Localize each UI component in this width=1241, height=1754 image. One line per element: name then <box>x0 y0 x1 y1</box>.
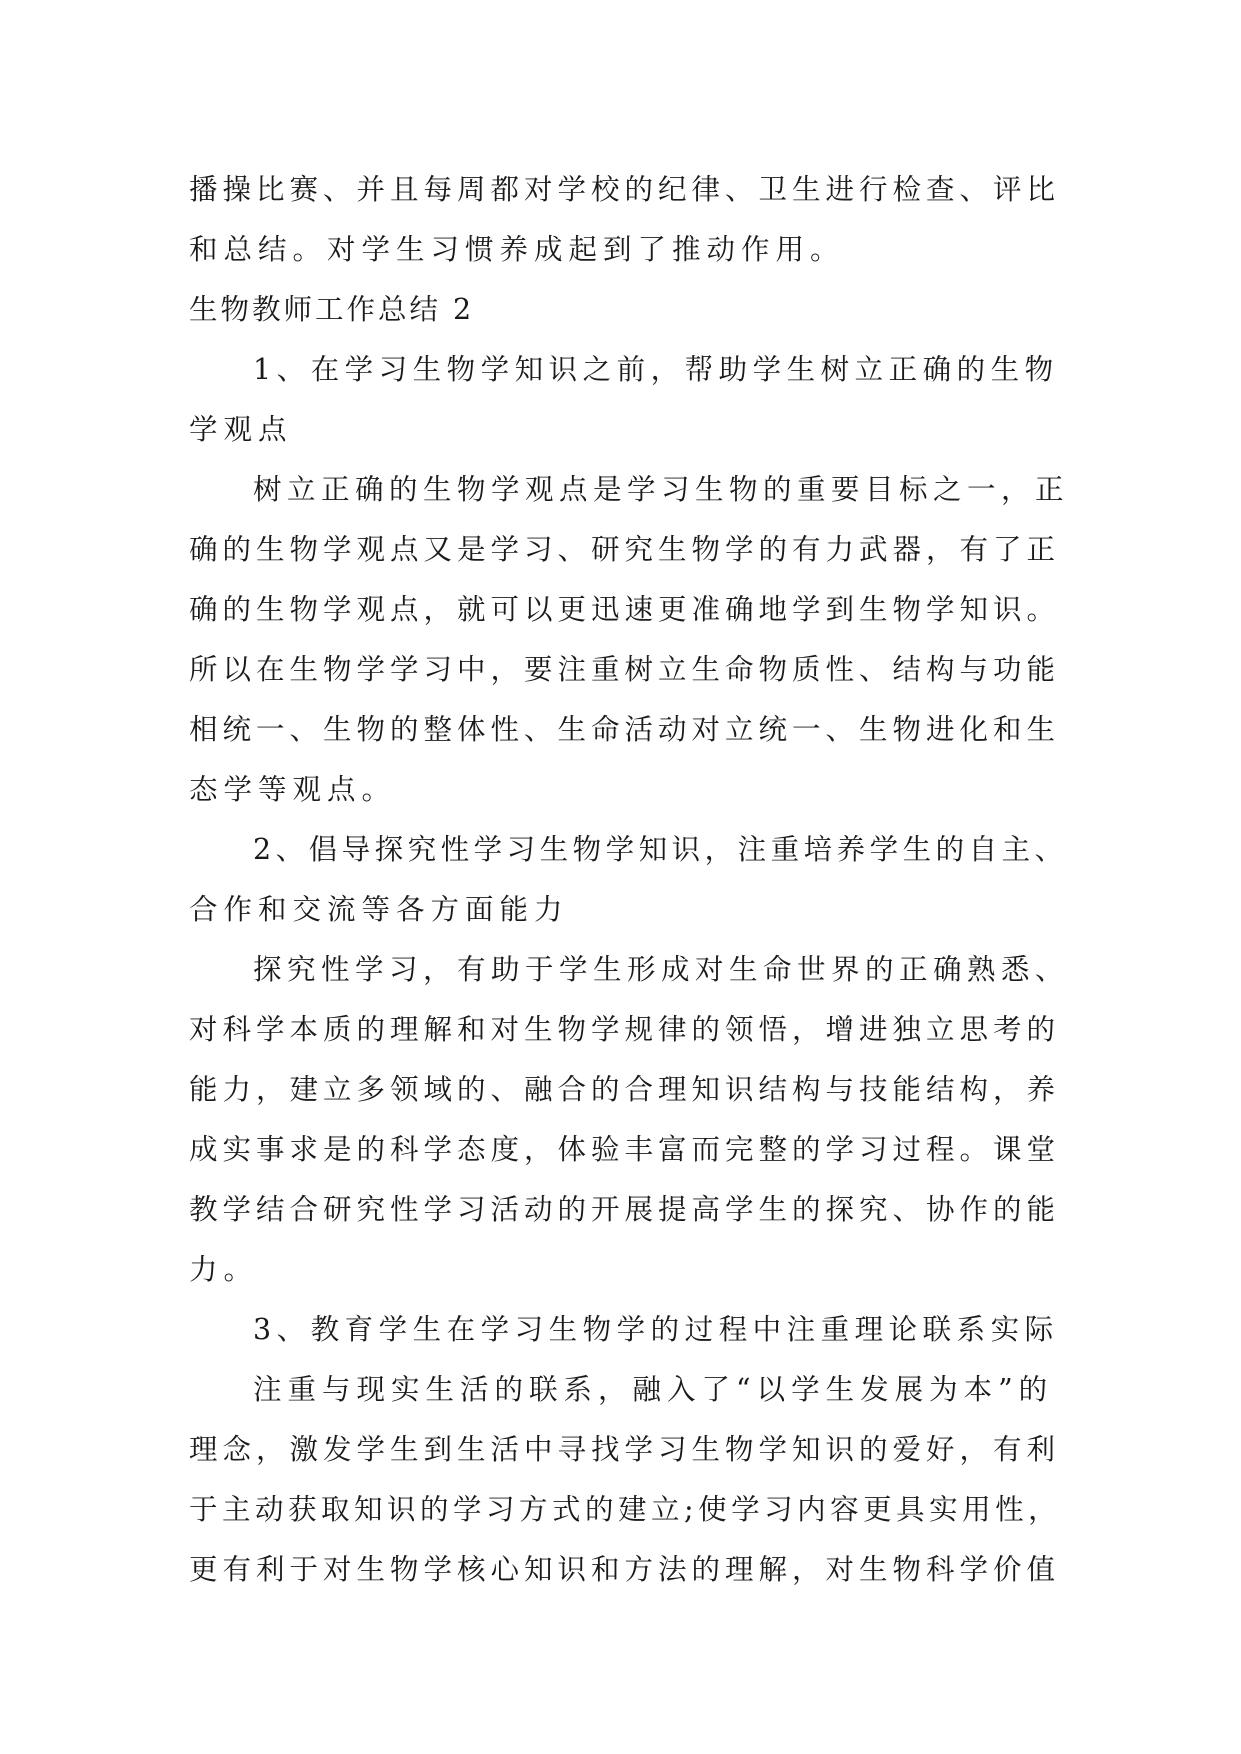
paragraph-line: 所以在生物学学习中，要注重树立生命物质性、结构与功能 <box>189 653 1061 686</box>
point-heading-line: 合作和交流等各方面能力 <box>189 893 569 926</box>
point-heading-line: 3、教育学生在学习生物学的过程中注重理论联系实际 <box>253 1313 1059 1346</box>
paragraph-line: 理念，激发学生到生活中寻找学习生物学知识的爱好，有利 <box>189 1433 1061 1466</box>
paragraph-line: 播操比赛、并且每周都对学校的纪律、卫生进行检查、评比 <box>189 173 1061 206</box>
section-heading: 生物教师工作总结 2 <box>189 293 475 326</box>
paragraph-line: 确的生物学观点又是学习、研究生物学的有力武器，有了正 <box>189 533 1061 566</box>
point-heading-line: 1、在学习生物学知识之前，帮助学生树立正确的生物 <box>253 353 1059 386</box>
paragraph-line: 对科学本质的理解和对生物学规律的领悟，增进独立思考的 <box>189 1013 1061 1046</box>
point-heading-line: 2、倡导探究性学习生物学知识，注重培养学生的自主、 <box>253 833 1068 866</box>
paragraph-line: 于主动获取知识的学习方式的建立;使学习内容更具实用性， <box>189 1493 1062 1526</box>
paragraph-line: 注重与现实生活的联系，融入了“以学生发展为本”的 <box>253 1373 1054 1406</box>
paragraph-line: 探究性学习，有助于学生形成对生命世界的正确熟悉、 <box>253 953 1070 986</box>
paragraph-line: 能力，建立多领域的、融合的合理知识结构与技能结构，养 <box>189 1073 1061 1106</box>
paragraph-line: 教学结合研究性学习活动的开展提高学生的探究、协作的能 <box>189 1193 1061 1226</box>
document-body <box>189 160 1069 1600</box>
paragraph-line: 树立正确的生物学观点是学习生物的重要目标之一，正 <box>253 473 1070 506</box>
point-heading-line: 学观点 <box>189 413 293 446</box>
paragraph-line: 更有利于对生物学核心知识和方法的理解，对生物科学价值 <box>189 1553 1061 1586</box>
paragraph-line: 态学等观点。 <box>189 773 397 806</box>
paragraph-line: 相统一、生物的整体性、生命活动对立统一、生物进化和生 <box>189 713 1061 746</box>
paragraph-line: 和总结。对学生习惯养成起到了推动作用。 <box>189 233 845 266</box>
paragraph-line: 确的生物学观点，就可以更迅速更准确地学到生物学知识。 <box>189 593 1061 626</box>
paragraph-line: 成实事求是的科学态度，体验丰富而完整的学习过程。课堂 <box>189 1133 1061 1166</box>
paragraph-line: 力。 <box>189 1253 259 1286</box>
